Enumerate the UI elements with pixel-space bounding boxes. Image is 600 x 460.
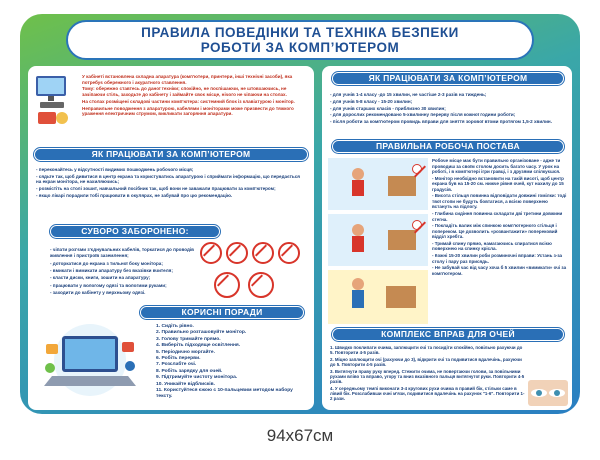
forbidden-icons [196,240,304,304]
tip-3: 3. Голову тримайте прямо. [156,336,221,342]
eye-exercise-2: 2. Міцно заплющити очі (рахуючи до 3), відкрити очі та подивитися вдалечінь, рахуючи до 5. Повторити 4-5 разів. [330,356,522,368]
tip-2: 2. Правильно розташовуйте монітор. [156,330,247,336]
right-how-item-3: - для учнів старших класів - приблизно 30 хвилин; [330,105,446,111]
forbidden-item-2: - доторкатися до екрана з тильної боку монітора; [50,260,163,266]
posture-text [432,158,568,278]
tip-9: 9. Підтримуйте чистоту монітора. [156,375,238,381]
tips-header: КОРИСНІ ПОРАДИ [140,306,304,319]
left-how-item-1: - переконайтесь у відсутності видимих пошкоджень робочого місця; [36,167,194,172]
eye-exercise-4: 4. У середньому темпі виконати 3-4 кругових рухи очима в правий бік, стільки саме в лівий бік. Розслабивши очні м'язи, подивитися вдалечінь на рахунок "1-6". Повторити 1-2 рази. [330,385,525,402]
posture-item-5: - Покладіть валик між спинкою комп'ютерного стільця і попереком. Це дозволить «розвантажити» поперековий відділ хребта. [432,223,558,240]
laptop-illustration [38,318,142,404]
tip-1: 1. Сидіть рівно. [156,324,194,329]
intro-p1: У кабінеті встановлена складна апаратура (комп'ютери, принтери, інші технічні засоби), яка потребує обережного і акуратного ставлення. [82,74,293,85]
tips-list [156,324,308,401]
left-how-to-work-list [36,167,306,200]
posture-item-7: - Кожні 15-20 хвилин роби розминочні вправи: Устань з-за столу і пару раз присядь. [432,253,563,264]
eye-exercises-header: КОМПЛЕКС ВПРАВ ДЛЯ ОЧЕЙ [332,328,564,341]
no-touch-screen-icon [226,242,248,264]
posture-item-8: - Не забувай час від часу хоча б 5 хвилин «вимикати» очі за комп'ютером. [432,265,567,276]
size-caption: 94x67см [266,426,334,445]
forbidden-item-5: - працювати у вологому одязі та вологими руками; [50,282,167,288]
posture-header: ПРАВИЛЬНА РОБОЧА ПОСТАВА [332,140,564,153]
forbidden-item-4: - класти диски, книги, зошити на апаратуру; [50,275,151,281]
tip-11: 11. Користуйтеся єжою с 10-пальцевим методом набору тексту. [156,388,293,400]
computer-illustration [32,72,72,128]
tip-5: 5. Періодично моргайте. [156,349,215,355]
eye-exercise-1: 1. Швидко поклипати очима, заплющити очі та посидіти спокійно, повільно рахуючи до 5. Повторити 4-5 разів. [330,345,523,356]
posture-item-3: - Висота стільця повинна відповідати довжині гомілки: тоді твої стопи не будуть бовтатися, а всією поверхнею встануть на підлогу. [432,193,567,210]
left-how-item-2: - сядьте так, щоб дивитися в центр екрана та користуватись апаратурою і сприймати інформацію, що передається на екран монітора, не нахиляючись; [36,173,300,185]
no-outerwear-icon [248,272,274,298]
eyes-illustration [528,380,568,406]
tip-10: 10. Уникайте відблисків. [156,381,215,387]
posture-item-1: Робоче місце має бути правильно організоване - адже ти проводиш за своїм столом досить багато часу. У урок на роботі, і в комп'ютері ігри гравці, і з друзями спілкуєшся. [432,158,561,174]
forbidden-item-6: - заходити до кабінету у верхньому одязі. [50,290,146,296]
posture-item-6: - Тримай спину прямо, намагаючись спиратися всією поверхнею на спинку крісла. [432,240,552,252]
wrong-posture-mark-2 [412,220,422,230]
title-line-2: РОБОТИ ЗА КОМП’ЮТЕРОМ [200,40,400,55]
forbidden-item-3: - вмикати і вимикати апаратуру без вказівки вчителя; [50,267,173,273]
tip-8: 8. Робіть зарядку для очей. [156,368,223,374]
forbidden-item-1: - чіпати роз'єми з'єднувальних кабелів, торкатися до проводів живлення і пристроїв заземлення; [50,247,195,259]
left-how-item-3: - розмістіть на столі зошит, навчальний посібник так, щоб вони не заважали працювати за комп'ютером; [36,186,276,192]
tip-4: 4. Виберіть підходяще освітлення. [156,343,241,349]
posture-illustrations [328,158,428,326]
posture-item-4: - Глибина сидіння повинна складати дві третини довжини стегна. [432,211,563,222]
right-how-to-work-header: ЯК ПРАЦЮВАТИ ЗА КОМП’ЮТЕРОМ [332,72,564,85]
right-how-to-work-list [330,92,566,126]
no-food-icon [252,242,274,264]
intro-p2: Тому: обережно ставтесь до даної техніки; спокійно, не поспішаючи, не штовхаючись, не зачіпаючи стіль, заходьте до кабінету і займайте своє місце, нічого не чіпаючи на столах. [82,86,287,97]
no-wet-hands-icon [214,272,240,298]
title-line-1: ПРАВИЛА ПОВЕДІНКИ ТА ТЕХНІКА БЕЗПЕКИ [141,25,459,40]
posture-item-2: - Монітор необхідно встановити на такій висоті, щоб центр екрана був на 15-20 см. нижче рівня очей, кут нахилу до 15 градусів. [432,175,564,192]
wrong-posture-mark-1 [412,164,422,174]
eye-exercise-3: 3. Витягнути праву руку вперед. Стежити очима, не повертаючи голови, за повільними рухами вліво та вправо, угору та вниз вказівного пальця витягнутої руки. Повторити 4-5 разів. [330,368,525,385]
left-how-item-4: - якщо лікарі порадили тобі працювати в окулярах, не забувай про цю рекомендацію. [36,192,233,198]
intro-p4: Неправильне поводження з апаратурою, кабелями і моніторами може призвести до тяжкого ураження електричним струмом, викликати загоряння апаратури. [82,105,294,117]
poster [20,14,580,414]
tip-7: 7. Розслабте очі. [156,362,197,368]
title-banner [66,20,534,60]
right-how-item-2: - для учнів 5-8 класу - 15-20 хвилин; [330,98,413,104]
no-books-icon [278,242,300,264]
tip-6: 6. Робіть перерви. [156,356,201,362]
right-how-item-5: - після роботи за комп'ютером провидь вправи для зняття зорової втоми протягом 1,5-2 хвилин. [330,119,552,125]
left-how-to-work-header: ЯК ПРАЦЮВАТИ ЗА КОМП’ЮТЕРОМ [34,148,308,161]
intro-p3: На столах розміщені складові частини комп'ютера: системний блок із клавіатурою і монітор. [82,98,295,104]
forbidden-header: СУВОРО ЗАБОРОНЕНО: [50,225,220,238]
no-cables-icon [200,242,222,264]
forbidden-list [50,247,196,298]
right-how-item-4: - для дорослих рекомендовано 5-хвилинну перерву після кожної години роботи; [330,112,516,118]
intro-text [82,74,308,118]
right-how-item-1: - для учнів 1-4 класу -до 15 хвилин, не частіше 2-3 разів на тиждень; [330,92,487,97]
eye-exercises-list [330,345,526,403]
